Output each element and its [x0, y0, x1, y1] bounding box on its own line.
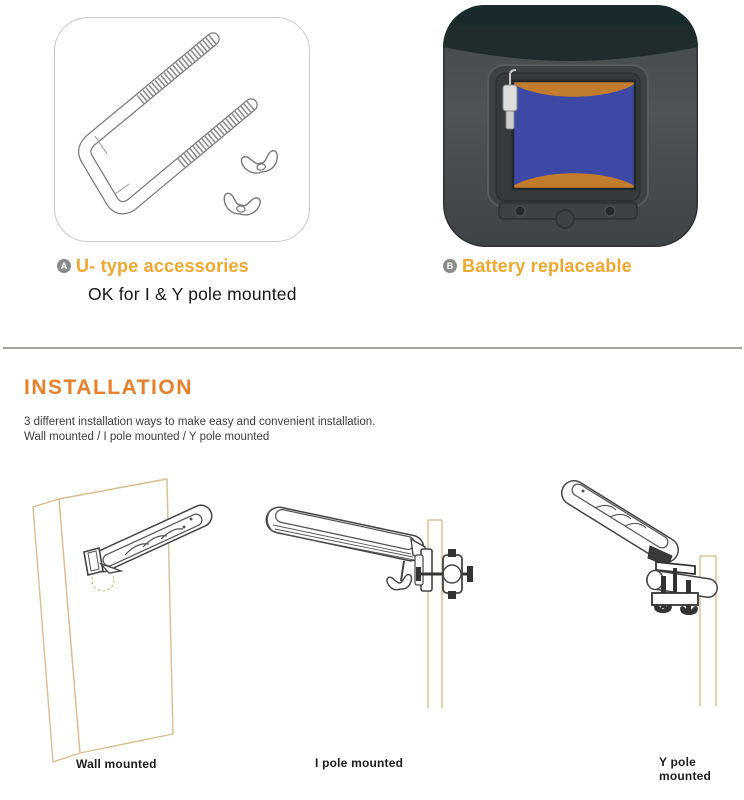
- installation-description-line2: Wall mounted / I pole mounted / Y pole mounted: [24, 431, 270, 443]
- battery-compartment-illustration: [443, 5, 698, 247]
- wing-nut-icon: [222, 193, 261, 217]
- battery-photo: [443, 5, 698, 247]
- u-bolt-illustration: [55, 18, 309, 241]
- accessories-caption: [57, 256, 249, 277]
- wing-nut-icon: [241, 150, 280, 176]
- wall-mounted-illustration: [25, 472, 230, 764]
- battery-title: Battery replaceable: [462, 256, 632, 276]
- badge-a-icon: A: [57, 259, 71, 273]
- y-pole-mounted-illustration: [520, 470, 744, 715]
- y-pole-mounted-label: Y pole mounted: [659, 755, 712, 783]
- u-bolt-figure-frame: [54, 17, 310, 242]
- i-pole-mounted-label: I pole mounted: [315, 756, 404, 770]
- wall-mounted-label: Wall mounted: [76, 757, 157, 771]
- installation-description-line1: 3 different installation ways to make easy and convenient installation.: [24, 416, 376, 428]
- accessories-title: U- type accessories: [76, 256, 249, 276]
- installation-description: [24, 415, 375, 445]
- battery-caption: [443, 256, 632, 277]
- installation-heading: INSTALLATION: [24, 376, 193, 399]
- badge-b-icon: B: [443, 259, 457, 273]
- i-pole-mounted-illustration: [255, 495, 485, 720]
- accessories-subtitle: OK for I & Y pole mounted: [88, 284, 297, 304]
- section-divider: [3, 347, 742, 349]
